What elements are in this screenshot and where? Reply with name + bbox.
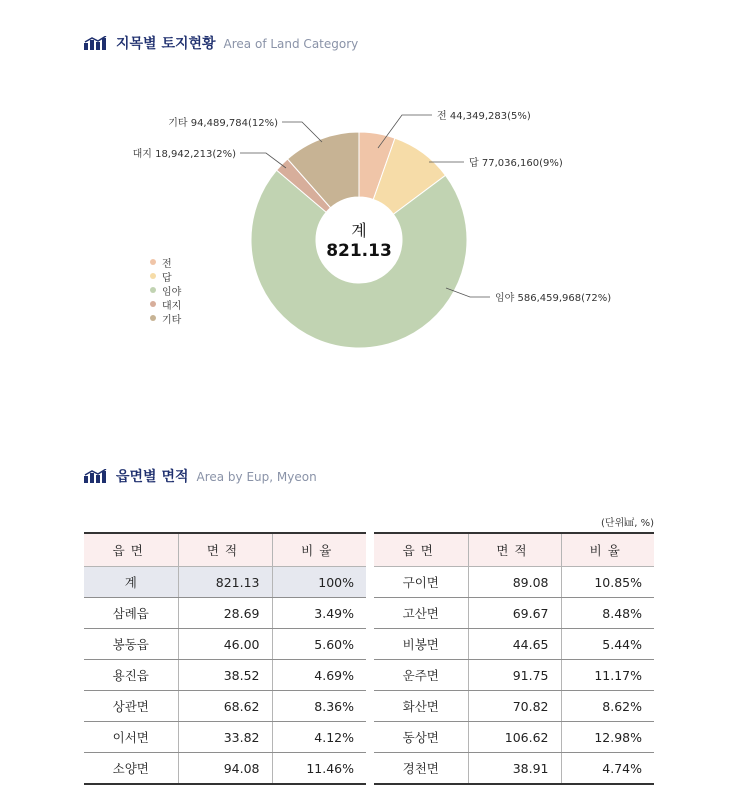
section-title-area-by-eup xyxy=(84,466,317,486)
cell-name: 운주면 xyxy=(374,660,468,691)
callout-label-dap: 답 77,036,160(9%) xyxy=(469,158,563,169)
legend-dot xyxy=(150,259,156,265)
cell-ratio: 3.49% xyxy=(272,598,366,629)
table-row xyxy=(84,660,366,691)
header-eupmyeon: 읍면 xyxy=(374,533,468,567)
cell-name: 구이면 xyxy=(374,567,468,598)
cell-ratio: 5.60% xyxy=(272,629,366,660)
section-title-en: Area by Eup, Myeon xyxy=(196,470,317,484)
cell-name: 소양면 xyxy=(84,753,178,785)
cell-name: 이서면 xyxy=(84,722,178,753)
legend-item xyxy=(150,297,181,311)
donut-hole xyxy=(316,197,402,283)
cell-name: 경천면 xyxy=(374,753,468,785)
table-row xyxy=(374,722,654,753)
header-area: 면적 xyxy=(468,533,561,567)
legend-item xyxy=(150,255,181,269)
section-title-ko: 읍면별 면적 xyxy=(116,469,189,485)
center-value: 821.13 xyxy=(326,241,392,261)
legend-item xyxy=(150,269,181,283)
table-row xyxy=(84,629,366,660)
bar-chart-icon xyxy=(84,469,108,483)
legend-label: 전 xyxy=(162,258,172,270)
table-row xyxy=(374,598,654,629)
cell-area: 821.13 xyxy=(178,567,272,598)
header-eupmyeon: 읍면 xyxy=(84,533,178,567)
cell-ratio: 11.17% xyxy=(561,660,654,691)
cell-ratio: 10.85% xyxy=(561,567,654,598)
cell-area: 70.82 xyxy=(468,691,561,722)
legend-dot xyxy=(150,273,156,279)
table-row xyxy=(84,598,366,629)
cell-area: 89.08 xyxy=(468,567,561,598)
cell-area: 106.62 xyxy=(468,722,561,753)
cell-name: 동상면 xyxy=(374,722,468,753)
cell-area: 38.52 xyxy=(178,660,272,691)
cell-name: 고산면 xyxy=(374,598,468,629)
callout-line-daeji xyxy=(240,153,286,168)
cell-area: 46.00 xyxy=(178,629,272,660)
cell-ratio: 4.74% xyxy=(561,753,654,785)
table-row xyxy=(84,722,366,753)
cell-ratio: 4.12% xyxy=(272,722,366,753)
unit-label: (단위㎢, %) xyxy=(601,518,654,529)
table-row xyxy=(374,567,654,598)
cell-name: 삼례읍 xyxy=(84,598,178,629)
legend-item xyxy=(150,283,181,297)
cell-ratio: 8.62% xyxy=(561,691,654,722)
cell-ratio: 100% xyxy=(272,567,366,598)
cell-area: 44.65 xyxy=(468,629,561,660)
center-label: 계 xyxy=(351,221,367,240)
legend-label: 대지 xyxy=(162,300,182,312)
legend-dot xyxy=(150,301,156,307)
cell-name: 비봉면 xyxy=(374,629,468,660)
bar-chart-icon xyxy=(84,36,108,50)
callout-label-jeon: 전 44,349,283(5%) xyxy=(437,111,531,122)
cell-ratio: 8.48% xyxy=(561,598,654,629)
header-ratio: 비율 xyxy=(272,533,366,567)
cell-ratio: 12.98% xyxy=(561,722,654,753)
chart-legend xyxy=(150,255,181,325)
callout-line-gita xyxy=(282,122,322,142)
cell-ratio: 8.36% xyxy=(272,691,366,722)
callout-label-gita: 기타 94,489,784(12%) xyxy=(168,118,278,129)
legend-label: 답 xyxy=(162,272,172,284)
cell-name: 상관면 xyxy=(84,691,178,722)
table-row xyxy=(84,753,366,785)
cell-name: 계 xyxy=(84,567,178,598)
cell-ratio: 4.69% xyxy=(272,660,366,691)
callout-label-daeji: 대지 18,942,213(2%) xyxy=(132,149,236,160)
table-row xyxy=(84,567,366,598)
legend-label: 기타 xyxy=(162,314,182,326)
cell-area: 33.82 xyxy=(178,722,272,753)
land-category-donut-chart xyxy=(0,70,750,400)
area-table-left xyxy=(84,532,366,785)
cell-area: 28.69 xyxy=(178,598,272,629)
legend-item xyxy=(150,311,181,325)
callout-label-imya: 임야 586,459,968(72%) xyxy=(495,293,612,304)
section-title-land-category xyxy=(84,33,358,53)
legend-dot xyxy=(150,315,156,321)
section-title-en: Area of Land Category xyxy=(223,37,359,51)
table-row xyxy=(374,660,654,691)
cell-ratio: 11.46% xyxy=(272,753,366,785)
table-row xyxy=(84,691,366,722)
section-title-ko: 지목별 토지현황 xyxy=(116,36,216,52)
cell-area: 69.67 xyxy=(468,598,561,629)
cell-area: 68.62 xyxy=(178,691,272,722)
cell-ratio: 5.44% xyxy=(561,629,654,660)
cell-area: 94.08 xyxy=(178,753,272,785)
cell-area: 91.75 xyxy=(468,660,561,691)
cell-name: 봉동읍 xyxy=(84,629,178,660)
area-table-right xyxy=(374,532,654,785)
header-area: 면적 xyxy=(178,533,272,567)
table-row xyxy=(374,691,654,722)
table-row xyxy=(374,629,654,660)
cell-name: 화산면 xyxy=(374,691,468,722)
legend-dot xyxy=(150,287,156,293)
legend-label: 임야 xyxy=(162,286,182,298)
cell-name: 용진읍 xyxy=(84,660,178,691)
cell-area: 38.91 xyxy=(468,753,561,785)
header-ratio: 비율 xyxy=(561,533,654,567)
table-row xyxy=(374,753,654,785)
